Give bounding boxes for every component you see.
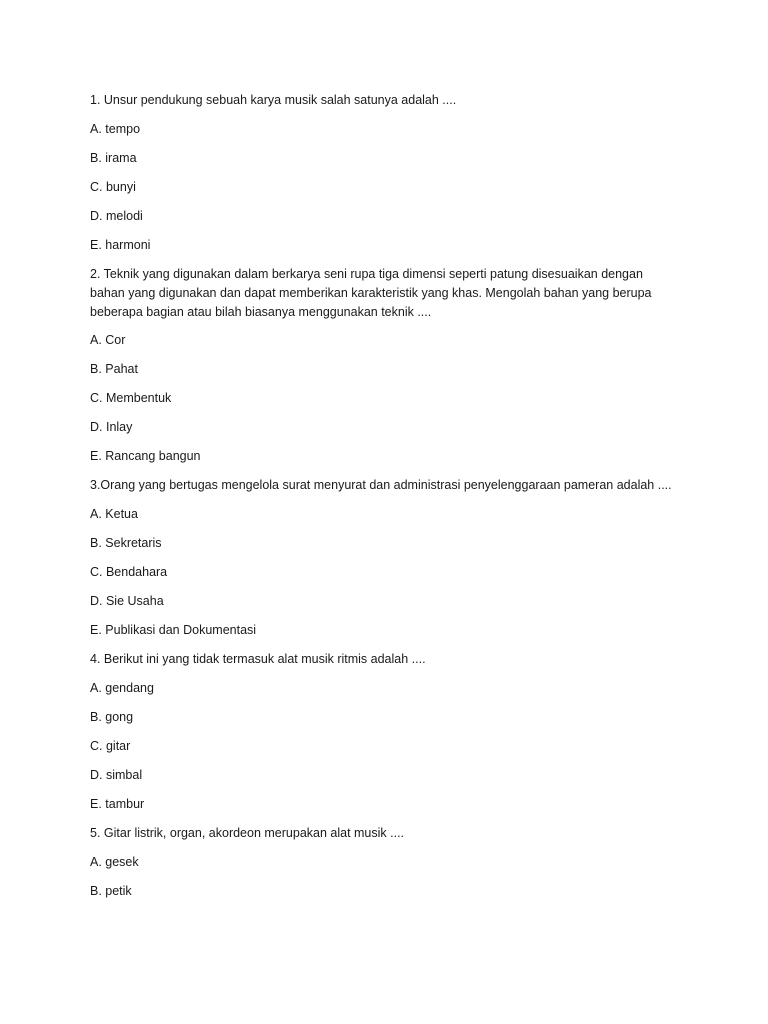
question-2-text <box>90 265 690 322</box>
q1-option-b: B. irama <box>90 151 137 165</box>
q3-option-b: B. Sekretaris <box>90 536 162 550</box>
q3-option-c: C. Bendahara <box>90 565 168 579</box>
q4-option-b: B. gong <box>90 710 134 724</box>
question-2-line-2: bahan yang digunakan dan dapat memberikan karakteristik yang khas. Mengolah bahan yang berupa <box>90 286 652 300</box>
question-5-text: 5. Gitar listrik, organ, akordeon merupakan alat musik .... <box>90 826 405 840</box>
q2-option-c: C. Membentuk <box>90 391 172 405</box>
q4-option-e: E. tambur <box>90 797 145 811</box>
question-2-line-3: beberapa bagian atau bilah biasanya menggunakan teknik .... <box>90 305 432 319</box>
q2-option-a: A. Cor <box>90 333 126 347</box>
question-3-text: 3.Orang yang bertugas mengelola surat menyurat dan administrasi penyelenggaraan pameran adalah .... <box>90 478 672 492</box>
q3-option-e: E. Publikasi dan Dokumentasi <box>90 623 257 637</box>
q1-option-e: E. harmoni <box>90 238 151 252</box>
question-1-text: 1. Unsur pendukung sebuah karya musik salah satunya adalah .... <box>90 93 457 107</box>
q4-option-d: D. simbal <box>90 768 143 782</box>
q1-option-a: A. tempo <box>90 122 141 136</box>
q2-option-e: E. Rancang bangun <box>90 449 201 463</box>
q5-option-a: A. gesek <box>90 855 139 869</box>
question-2-line-1: 2. Teknik yang digunakan dalam berkarya seni rupa tiga dimensi seperti patung disesuaikan dengan <box>90 267 643 281</box>
document-page <box>90 91 690 911</box>
q2-option-b: B. Pahat <box>90 362 138 376</box>
q1-option-d: D. melodi <box>90 209 143 223</box>
q4-option-c: C. gitar <box>90 739 131 753</box>
q1-option-c: C. bunyi <box>90 180 136 194</box>
q4-option-a: A. gendang <box>90 681 154 695</box>
q3-option-a: A. Ketua <box>90 507 138 521</box>
q2-option-d: D. Inlay <box>90 420 133 434</box>
q3-option-d: D. Sie Usaha <box>90 594 164 608</box>
q5-option-b: B. petik <box>90 884 132 898</box>
question-4-text: 4. Berikut ini yang tidak termasuk alat musik ritmis adalah .... <box>90 652 426 666</box>
